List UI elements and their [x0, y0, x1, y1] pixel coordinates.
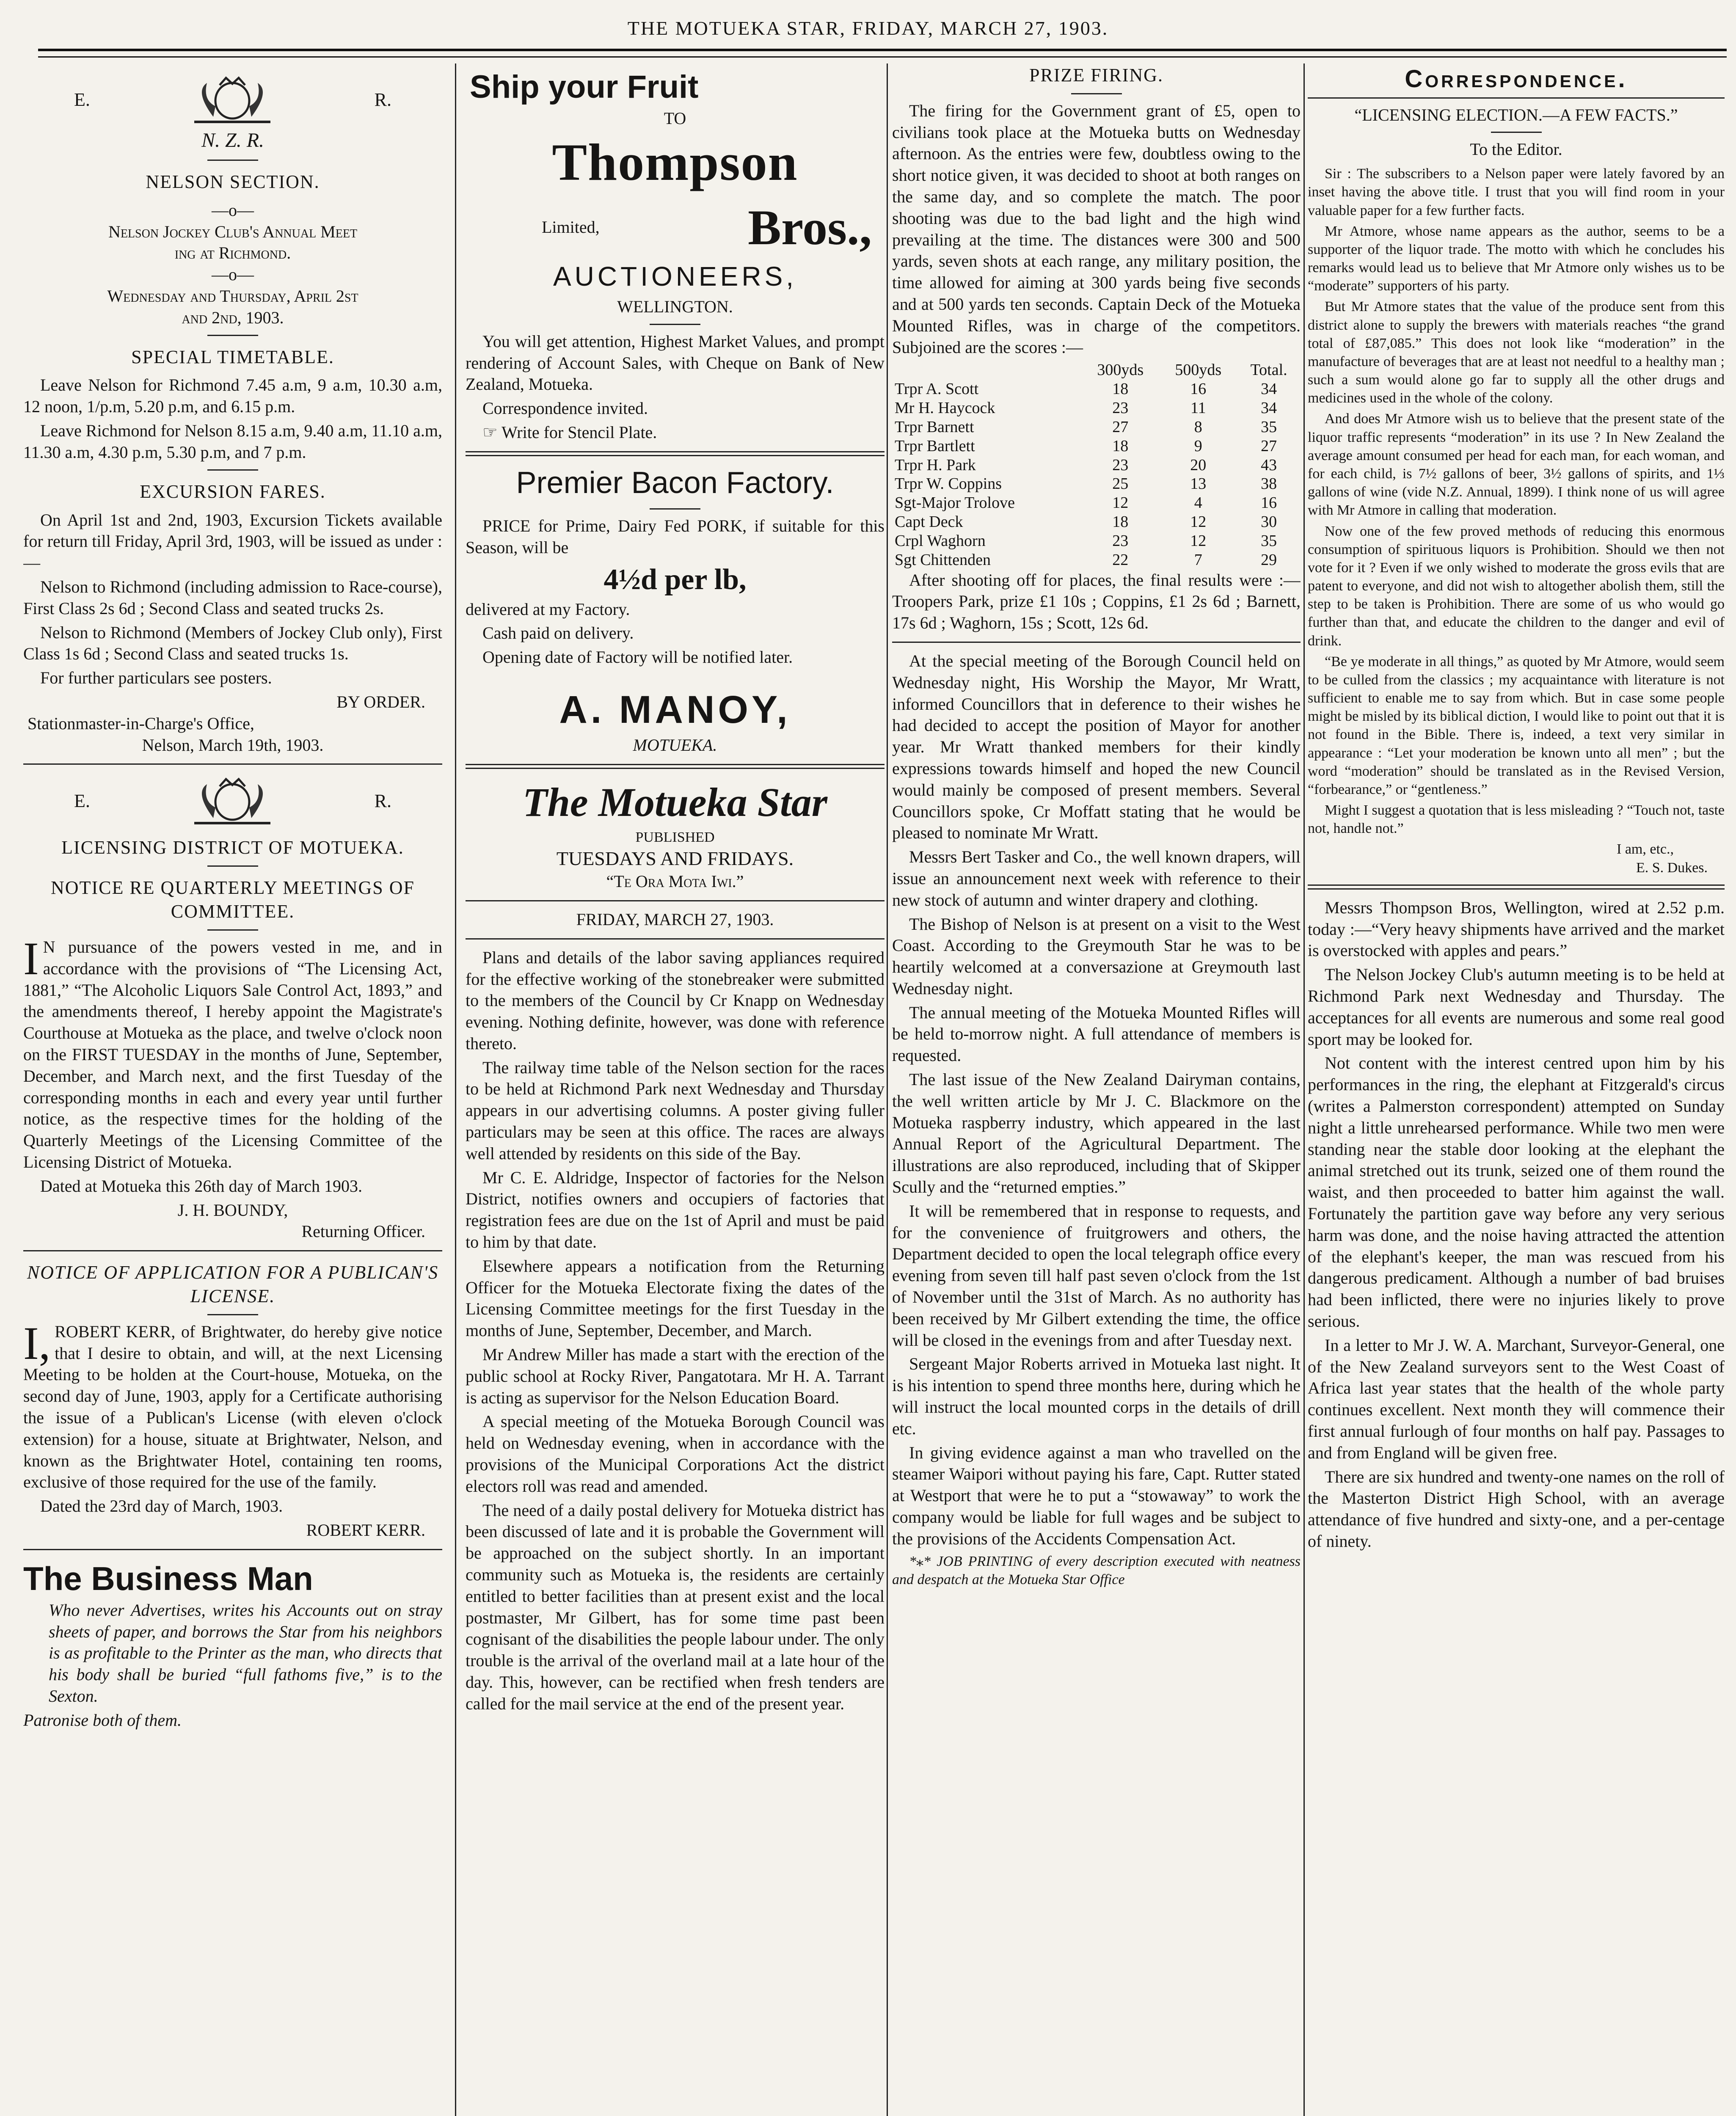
- score-300: 12: [1112, 494, 1129, 512]
- fares-paragraph: For further particulars see posters.: [40, 668, 272, 688]
- section-rule: [23, 763, 442, 765]
- table-header: [892, 361, 1081, 380]
- manoy-title: A. MANOY,: [559, 688, 791, 731]
- divider: [207, 160, 258, 161]
- bacon-line: delivered at my Factory.: [466, 599, 630, 619]
- column-rule: [887, 63, 888, 2116]
- notice-heading: NOTICE RE QUARTERLY MEETINGS OF COMMITTEE.: [51, 877, 415, 922]
- news-paragraph: The annual meeting of the Motueka Mounted Rifles will be held to-morrow night. A full attendance of members is requested.: [892, 1003, 1301, 1065]
- meet-line: Nelson Jockey Club's Annual Meet: [108, 222, 358, 241]
- ad-to: TO: [664, 108, 686, 128]
- letter-paragraph: Might I suggest a quotation that is less misleading ? “Touch not, taste not, handle not.”: [1308, 802, 1725, 837]
- letter-paragraph: Sir : The subscribers to a Nelson paper were lately favored by an inset having the above title. I trust that you will find room in your valuable paper for a few further facts.: [1308, 166, 1725, 218]
- ad-body: You will get attention, Highest Market Values, and prompt rendering of Account Sales, with Cheque on Bank of New Zealand, Motueka.: [466, 331, 885, 394]
- prize-heading: PRIZE FIRING.: [1029, 65, 1163, 85]
- score-500: 13: [1190, 475, 1207, 493]
- column-rule: [1303, 63, 1305, 2116]
- score-500: 9: [1194, 437, 1202, 455]
- timetable-paragraph: Leave Richmond for Nelson 8.15 a.m, 9.40 a.m, 11.10 a.m, 11.30 a.m, 4.30 p.m, 5.30 p.m, and 7 p.m.: [23, 421, 442, 462]
- news-paragraph: Mr Andrew Miller has made a start with the erection of the public school at Rocky River, Pangatotara. Mr H. A. Tarrant is acting as supervisor for the Nelson Education Board.: [466, 1345, 885, 1407]
- news-paragraph: Messrs Bert Tasker and Co., the well known drapers, will issue an announcement next week with reference to their new stock of autumn and winter drapery and clothing.: [892, 847, 1301, 909]
- table-header: 300yds: [1097, 361, 1144, 379]
- notice-dated: Dated at Motueka this 26th day of March 1903.: [40, 1176, 362, 1196]
- job-printing-notice: *⁎* JOB PRINTING of every description executed with neatness and despatch at the Motueka Star Office: [892, 1553, 1301, 1587]
- section-rule: [466, 938, 885, 940]
- section-rule: [892, 642, 1301, 643]
- table-header: Total.: [1250, 361, 1287, 379]
- letter-paragraph: Now one of the few proved methods of reducing this enormous consumption of spirituous liquors is Prohibition. Should we then not vote for it ? Even if we only wished to moderate the gross evils that are patent to everyone, and did not wish to altogether abolish them, still the step to be taken is Prohibition. There are some of us who would go further than that, and educate the children to the danger and evil of drink.: [1308, 523, 1725, 649]
- divider-mark: —o—: [212, 265, 254, 284]
- score-total: 29: [1261, 551, 1277, 569]
- letter-paragraph: Mr Atmore, whose name appears as the author, seems to be a supporter of the liquor trade. The motto with which he concludes his remarks would lead us to believe that Mr Atmore only wishes us to be “moderate” supporters of his party.: [1308, 223, 1725, 294]
- fares-paragraph: Nelson to Richmond (Members of Jockey Club only), First Class 1s 6d ; Second Class and seated trucks 1s.: [23, 623, 442, 664]
- limited-label: Limited,: [542, 218, 600, 237]
- score-total: 27: [1261, 437, 1277, 455]
- crest-letter-right: R.: [374, 791, 391, 812]
- fares-heading: EXCURSION FARES.: [140, 481, 326, 502]
- divider: [650, 324, 700, 325]
- ad-stencil: ☞ Write for Stencil Plate.: [482, 422, 657, 442]
- score-300: 18: [1112, 513, 1129, 531]
- table-row: [892, 512, 1301, 532]
- publican-heading: NOTICE OF APPLICATION FOR A PUBLICAN'S LICENSE.: [27, 1262, 439, 1306]
- bacon-title: Premier Bacon Factory.: [516, 466, 834, 500]
- table-header: 500yds: [1175, 361, 1222, 379]
- news-paragraph: Messrs Thompson Bros, Wellington, wired at 2.52 p.m. today :—“Very heavy shipments have arrived and the market is overstocked with apples and pears.”: [1308, 898, 1725, 960]
- prize-results: After shooting off for places, the final results were :—Troopers Park, prize £1 10s ; Coppins, £1 2s 6d ; Barnett, 17s 6d ; Waghorn, 15s ; Scott, 12s 6d.: [892, 570, 1301, 633]
- column-1: [23, 63, 442, 1731]
- section-rule: [23, 1250, 442, 1251]
- masthead: THE MOTUEKA STAR, FRIDAY, MARCH 27, 1903.: [627, 17, 1109, 39]
- news-paragraph: The railway time table of the Nelson section for the races to be held at Richmond Park next Wednesday and Thursday appears in our advertising columns. A poster giving fuller particulars may be seen at this office. The races are always well attended by residents on this side of the Bay.: [466, 1058, 885, 1163]
- publication-days: TUESDAYS AND FRIDAYS.: [556, 847, 794, 869]
- bacon-line: Cash paid on delivery.: [482, 623, 634, 643]
- column-3: [892, 63, 1301, 1591]
- publican-dated: Dated the 23rd day of March, 1903.: [40, 1496, 283, 1516]
- column-2: [466, 63, 885, 1717]
- drop-cap: I: [23, 932, 39, 984]
- crest-letter-left: E.: [74, 791, 90, 812]
- manoy-place: MOTUEKA.: [633, 735, 717, 755]
- news-paragraph: The last issue of the New Zealand Dairyman contains, the well written article by Mr J. C. Blackmore on the Motueka raspberry industry, which appeared in the last Annual Report of the Agricultural Department. The illustrations are also reproduced, including that of Skipper Scully and the “returned empties.”: [892, 1070, 1301, 1197]
- score-300: 22: [1112, 551, 1129, 569]
- royal-crest: [23, 776, 442, 827]
- divider: [1491, 132, 1542, 133]
- score-name: Sgt-Major Trolove: [895, 494, 1015, 512]
- motueka-star-title: The Motueka Star: [522, 779, 828, 825]
- correspondence-heading: Correspondence.: [1405, 65, 1628, 93]
- table-header-row: [892, 361, 1301, 380]
- score-total: 34: [1261, 380, 1277, 398]
- business-man-footer: Patronise both of them.: [23, 1710, 182, 1730]
- score-300: 23: [1112, 399, 1129, 417]
- letter-paragraph: But Mr Atmore states that the value of the produce sent from this district alone to supply the brewers with materials reaches “the grand total of £87,085.” This does not look like “moderation” in the manufacture of beverages that are at least not needful to a healthy man ; such a sum would alone go far to supply all the other drugs and medicines used in the whole of the colony.: [1308, 299, 1725, 406]
- news-paragraph: Sergeant Major Roberts arrived in Motueka last night. It is his intention to spend three months here, during which he will instruct the local mounted corps in the details of drill etc.: [892, 1354, 1301, 1438]
- score-300: 18: [1112, 437, 1129, 455]
- section-title: NELSON SECTION.: [146, 171, 320, 192]
- table-row: [892, 493, 1301, 512]
- divider: [207, 929, 258, 931]
- score-total: 35: [1261, 418, 1277, 436]
- score-500: 12: [1190, 513, 1207, 531]
- score-500: 8: [1194, 418, 1202, 436]
- divider: [1071, 93, 1122, 94]
- drop-cap: I,: [23, 1317, 51, 1369]
- news-paragraph: The need of a daily postal delivery for Motueka district has been discussed of late and it is probable the Government will be approached on the subject shortly. In an important community such as Motueka is, the residents are certainly entitled to better facilities than at present exist and the local postmaster, Mr Gilbert, has for some time past been cognisant of the disabilities the people labour under. The only trouble is the arrival of the overland mail at a late hour of the day. This, however, can be rectified when fresh tenders are called for the mail service at the end of the present year.: [466, 1500, 885, 1713]
- score-total: 38: [1261, 475, 1277, 493]
- news-paragraph: Mr C. E. Aldridge, Inspector of factories for the Nelson District, notifies owners and occupiers of factories that registration fees are due on the 1st of April and must be paid to him by that date.: [466, 1168, 885, 1252]
- divider: [207, 335, 258, 336]
- score-name: Trpr Barnett: [895, 418, 974, 436]
- score-name: Crpl Waghorn: [895, 532, 986, 550]
- auctioneers-title: AUCTIONEERS,: [553, 261, 797, 292]
- masthead-rule: [38, 49, 1727, 58]
- score-300: 25: [1112, 475, 1129, 493]
- table-row: [892, 399, 1301, 418]
- score-name: Trpr W. Coppins: [895, 475, 1002, 493]
- score-total: 34: [1261, 399, 1277, 417]
- dates-line: Wednesday and Thursday, April 2st: [107, 287, 358, 306]
- scores-table: [892, 361, 1301, 569]
- score-500: 7: [1194, 551, 1202, 569]
- score-name: Trpr Bartlett: [895, 437, 975, 455]
- to-editor: To the Editor.: [1470, 140, 1562, 159]
- table-row: [892, 474, 1301, 493]
- divider-mark: —o—: [212, 200, 254, 220]
- news-paragraph: There are six hundred and twenty-one names on the roll of the Masterton District High School, with an average attendance of five hundred and sixty-one, and a per-centage of ninety.: [1308, 1467, 1725, 1551]
- table-row: [892, 437, 1301, 456]
- divider: [207, 469, 258, 471]
- score-total: 43: [1261, 456, 1277, 474]
- score-total: 30: [1261, 513, 1277, 531]
- score-300: 18: [1112, 380, 1129, 398]
- royal-crest-icon: [169, 776, 296, 827]
- news-paragraph: In giving evidence against a man who travelled on the steamer Waipori without paying his fare, Capt. Rutter stated at Westport that were he to put a “stowaway” to work the company would be liable for full wages and be subject to the provisions of the Accidents Compensation Act.: [892, 1443, 1301, 1548]
- news-paragraph: At the special meeting of the Borough Council held on Wednesday night, His Worship the Mayor, Mr Wratt, informed Councillors that in deference to their wishes he had decided to accept the position of Mayor for another year. Mr Wratt thanked members for their kindly expressions towards himself and hoped the new Council would mainly be composed of present members. Several Councillors spoke, Cr Moffatt stating that he would be pleased to nominate Mr Wratt.: [892, 651, 1301, 843]
- ad-correspondence: Correspondence invited.: [482, 399, 648, 418]
- table-row: [892, 532, 1301, 551]
- news-paragraph: Not content with the interest centred upon him by his performances in the ring, the elephant at Fitzgerald's circus (writes a Palmerston correspondent) attempted on Sunday night a little unrehearsed performance. While two men were standing near the stable door looking at the elephant the animal stretched out its trunk, seized one of them round the waist, and then proceeded to batter him against the wall. Fortunately the partition gave way before any very serious harm was done, and the noise having attracted the attention of the elephant's keeper, the man was rescued from his dangerous predicament. Although a number of bad bruises had been inflicted, there were no injuries likely to prove serious.: [1308, 1053, 1725, 1331]
- crest-letter-left: E.: [74, 89, 90, 110]
- publican-signature: ROBERT KERR.: [306, 1521, 425, 1540]
- score-500: 12: [1190, 532, 1207, 550]
- prize-paragraph: The firing for the Government grant of £5, open to civilians took place at the Motueka butts on Wednesday afternoon. As the entries were few, doubtless owing to the short notice given, it was decided to shoot at both ranges on the same day, and so complete the match. The poor shooting was due to the bad light and the high wind prevailing at the time. The distances were 300 and 500 yards, seven shots at each range, any military position, the time allowed for aiming at 300 yards being five seconds and at 500 yards ten seconds. Captain Deck of the Motueka Mounted Rifles, was in charge of the competitors. Subjoined are the scores :—: [892, 101, 1301, 357]
- column-rule: [455, 63, 456, 2116]
- section-rule: [466, 451, 885, 456]
- score-500: 11: [1190, 399, 1206, 417]
- score-500: 20: [1190, 456, 1207, 474]
- section-rule: [466, 764, 885, 769]
- fares-paragraph: Nelson to Richmond (including admission to Race-course), First Class 2s 6d ; Second Class and seated trucks 2s.: [23, 577, 442, 618]
- news-paragraph: The Bishop of Nelson is at present on a visit to the West Coast. According to the Greymouth Star he was to be heartily welcomed at a conversazione at Greymouth last Wednesday night.: [892, 914, 1301, 998]
- letter-title: “LICENSING ELECTION.—A FEW FACTS.”: [1354, 105, 1678, 124]
- section-rule: [1308, 97, 1725, 99]
- score-300: 23: [1112, 532, 1129, 550]
- table-row: [892, 418, 1301, 437]
- timetable-heading: SPECIAL TIMETABLE.: [131, 346, 334, 367]
- bacon-price: 4½d per lb,: [603, 563, 747, 596]
- wellington-label: WELLINGTON.: [617, 297, 733, 316]
- score-name: Capt Deck: [895, 513, 963, 531]
- dateline: FRIDAY, MARCH 27, 1903.: [576, 909, 774, 929]
- divider: [207, 1314, 258, 1315]
- crest-letter-right: R.: [374, 89, 391, 110]
- news-paragraph: Plans and details of the labor saving appliances required for the effective working of the stonebreaker were submitted to the members of the Council by Cr Knapp on Wednesday evening. Nothing definite, however, was done with reference thereto.: [466, 948, 885, 1053]
- motto: “Te Ora Mota Iwi.”: [606, 872, 744, 891]
- section-rule: [1308, 884, 1725, 890]
- score-total: 16: [1261, 494, 1277, 512]
- news-paragraph: It will be remembered that in response to requests, and for the convenience of fruitgrowers and others, the Department decided to open the local telegraph office every evening from seven till half past seven o'clock from the 1st of November until the 31st of March. As no authority has been received by Mr Gilbert extending the time, the office will be closed in the evenings from and after Tuesday next.: [892, 1201, 1301, 1350]
- business-man-title: The Business Man: [23, 1559, 313, 1597]
- dates-line: and 2nd, 1903.: [182, 308, 284, 327]
- table-row: [892, 551, 1301, 570]
- notice-body: N pursuance of the powers vested in me, and in accordance with the provisions of “The Licensing Act, 1881,” “The Alcoholic Liquors Sale Control Act, 1893,” and the amendments thereof, I hereby appoint the Magistrate's Courthouse at Motueka as the place, and twelve o'clock noon on the FIRST TUESDAY in the months of June, September, December, and March next, and the first Tuesday of the corresponding months in each and every year until further notice, as the respective times for the holding of the Quarterly Meetings of the Licensing Committee of the Licensing District of Motueka.: [23, 937, 442, 1171]
- score-name: Trpr H. Park: [895, 456, 976, 474]
- bacon-body: PRICE for Prime, Dairy Fed PORK, if suitable for this Season, will be: [466, 516, 885, 557]
- score-name: Trpr A. Scott: [895, 380, 979, 398]
- timetable-paragraph: Leave Nelson for Richmond 7.45 a.m, 9 a.m, 10.30 a.m, 12 noon, 1/p.m, 5.20 p.m, and 6.15 p.m.: [23, 375, 442, 416]
- notice-signature-title: Returning Officer.: [301, 1222, 425, 1241]
- section-rule: [23, 1549, 442, 1550]
- score-name: Mr H. Haycock: [895, 399, 995, 417]
- score-500: 4: [1194, 494, 1202, 512]
- column-4: [1308, 63, 1725, 1555]
- bacon-line: Opening date of Factory will be notified later.: [482, 647, 793, 667]
- notice-signature: J. H. BOUNDY,: [177, 1200, 288, 1220]
- fares-paragraph: On April 1st and 2nd, 1903, Excursion Tickets available for return till Friday, April 3rd, 1903, will be issued as under :—: [23, 510, 442, 573]
- thompson-title: Thompson: [552, 133, 798, 192]
- score-total: 35: [1261, 532, 1277, 550]
- by-order: BY ORDER.: [336, 692, 425, 711]
- section-rule: [466, 900, 885, 901]
- meet-line: ing at Richmond.: [174, 243, 291, 263]
- bros-title: Bros.,: [748, 199, 872, 255]
- business-man-body: Who never Advertises, writes his Accounts out on stray sheets of paper, and borrows the Star from his neighbors is as profitable to the Printer as the man, who directs that his body shall be buried “full fathoms five,” is to the Sexton.: [49, 1600, 442, 1706]
- notice-paragraph: [23, 932, 442, 1173]
- table-row: [892, 456, 1301, 475]
- news-paragraph: Elsewhere appears a notification from the Returning Officer for the Motueka Electorate fixing the dates of the Licensing Committee meetings for the first Tuesday in the months of June, September, December, and March.: [466, 1256, 885, 1340]
- nzr-title: N. Z. R.: [201, 129, 265, 152]
- score-name: Sgt Chittenden: [895, 551, 991, 569]
- station-line: Stationmaster-in-Charge's Office,: [28, 714, 254, 733]
- news-paragraph: In a letter to Mr J. W. A. Marchant, Surveyor-General, one of the New Zealand surveyors sent to the West Coast of Africa last year states that the health of the whole party continues excellent. Next month they will commence their first annual furlough of four months on half pay. Passages to and from England will be given free.: [1308, 1335, 1725, 1462]
- station-line: Nelson, March 19th, 1903.: [142, 735, 324, 755]
- divider: [650, 508, 700, 510]
- publican-body: ROBERT KERR, of Brightwater, do hereby give notice that I desire to obtain, and will, at the next Licensing Meeting to be holden at the Court-house, Motueka, on the second day of June, 1903, apply for a Certificate authorising the issue of a Publican's License (with eleven o'clock extension) for a house, situate at Brightwater, Nelson, and known as the Brightwater Hotel, containing ten rooms, exclusive of those required for the use of the family.: [23, 1322, 442, 1492]
- divider: [207, 865, 258, 867]
- news-paragraph: The Nelson Jockey Club's autumn meeting is to be held at Richmond Park next Wednesday and Thursday. The acceptances for all events are numerous and some real good sport may be looked for.: [1308, 965, 1725, 1049]
- publican-paragraph: [23, 1317, 442, 1493]
- score-500: 16: [1190, 380, 1207, 398]
- letter-paragraph: And does Mr Atmore wish us to believe that the present state of the liquor traffic represents “moderation” in its use ? In New Zealand the average amount consumed per head for each man, for each woman, and for each child, is 7½ gallons of beer, 3½ gallons of spirits, and 1⅓ gallons of wine (vide N.Z. Annual, 1899). I think none of us will agree with Mr Atmore in calling that moderation.: [1308, 411, 1725, 518]
- letter-signature: E. S. Dukes.: [1636, 860, 1708, 876]
- published-label: PUBLISHED: [635, 829, 715, 845]
- news-paragraph: A special meeting of the Motueka Borough Council was held on Wednesday evening, when in accordance with the provisions of the Municipal Corporations Act the district electors roll was read and amended.: [466, 1412, 885, 1496]
- letter-paragraph: “Be ye moderate in all things,” as quoted by Mr Atmore, would seem to be culled from the classics ; my acquaintance with literature is not sufficient to enable me to say from which. But in case some people might be misled by its biblical diction, I would like to point out that it is not found in the Bible. There is, indeed, a text very similar in appearance : “Let your moderation be known unto all men” ; but the word “moderation” should be translated as in the Revised Version, “forbearance,” or “gentleness.”: [1308, 653, 1725, 797]
- ship-fruit-title: Ship your Fruit: [470, 69, 699, 105]
- score-300: 23: [1112, 456, 1129, 474]
- royal-crest-icon: [169, 74, 296, 125]
- table-row: [892, 380, 1301, 399]
- score-300: 27: [1112, 418, 1129, 436]
- licensing-heading: LICENSING DISTRICT OF MOTUEKA.: [61, 837, 404, 858]
- bros-row: [466, 196, 885, 259]
- royal-crest: [23, 74, 442, 125]
- letter-signoff: I am, etc.,: [1617, 841, 1674, 857]
